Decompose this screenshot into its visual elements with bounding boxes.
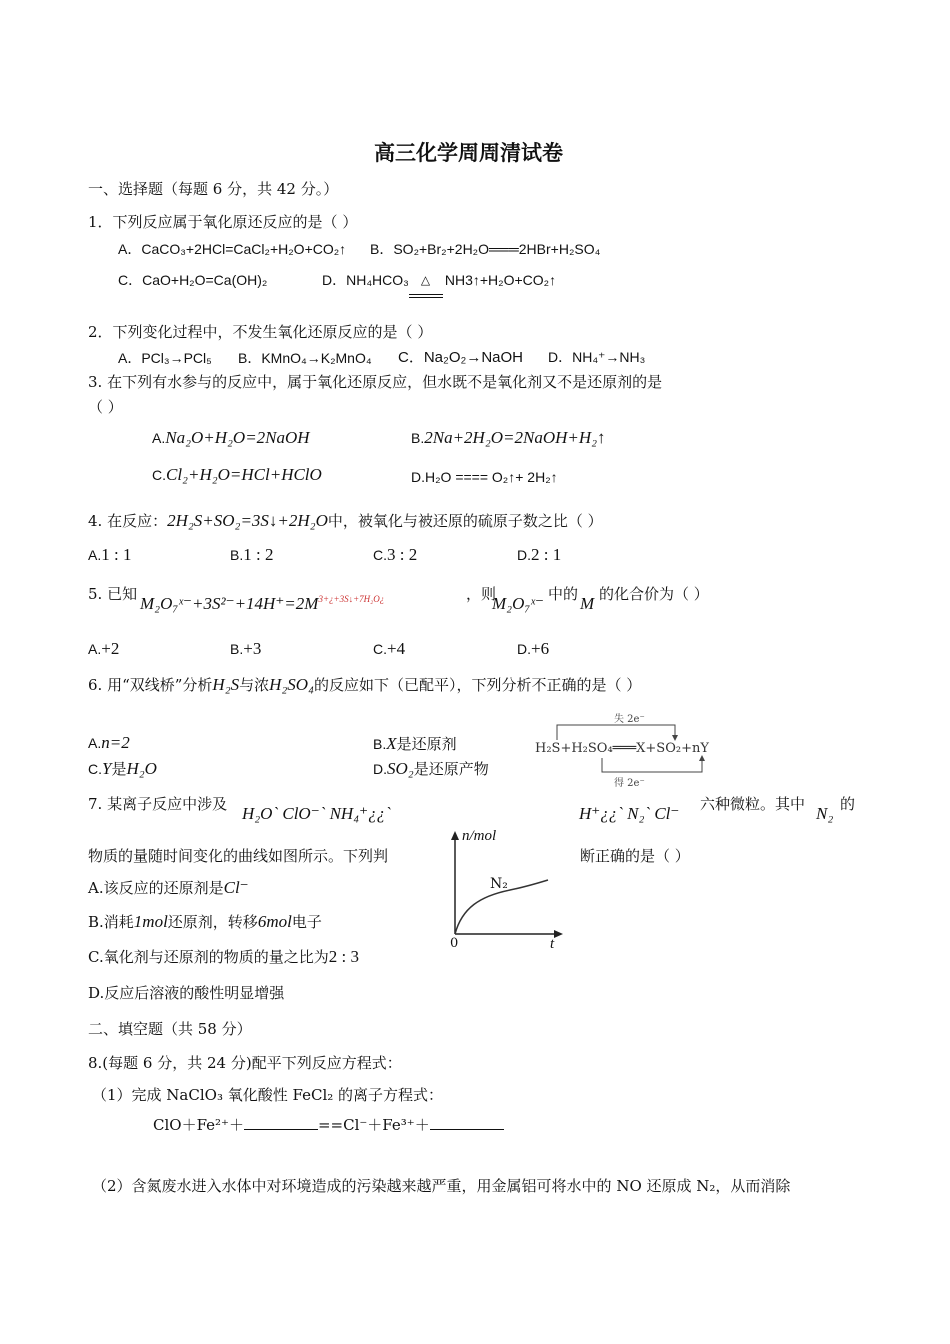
option-text: 是: [111, 760, 127, 778]
question-1-stem: 1．下列反应属于氧化原还反应的是（ ）: [88, 213, 358, 231]
option-ratio: 2 : 3: [328, 947, 359, 966]
question-1-option-b: B．SO₂+Br₂+2H₂O═══2HBr+H₂SO₄: [370, 241, 601, 257]
question-8-part-2: （2）含氮废水进入水体中对环境造成的污染越来越严重，用金属铝可将水中的 NO 还原成 N₂，从而消除: [92, 1177, 791, 1195]
option-text: C.氧化剂与还原剂的物质的量之比为: [88, 948, 329, 966]
question-2-option-c: C．Na₂O₂→NaOH: [398, 349, 523, 366]
option-equation: Na₂O+H₂O=2NaOH: [165, 428, 310, 447]
option-variable: X: [386, 734, 397, 753]
gain-electrons-label: 得 2e⁻: [614, 778, 645, 789]
question-5-equation: [140, 594, 384, 614]
option-text: B.消耗: [88, 913, 134, 931]
option-value: +2: [101, 639, 120, 658]
question-3-option-d: D.H₂O ==== O₂↑+ 2H₂↑: [411, 469, 558, 485]
option-text: 是还原产物: [413, 760, 489, 778]
question-5-option-a: [88, 639, 119, 659]
graph-x-label: t: [550, 936, 555, 952]
question-2-option-a: A．PCl₃→PCl₅: [118, 350, 212, 366]
stem-part: 6. 用“双线桥”分析: [88, 676, 213, 694]
equation-reactants: ClO＋Fe²⁺＋: [153, 1116, 244, 1134]
option-value: 1 : 2: [243, 545, 274, 564]
stem-part: 的反应如下（已配平），下列分析不正确的是（ ）: [314, 676, 642, 694]
question-4-option-b: [230, 545, 273, 565]
question-6-stem: [88, 674, 641, 695]
question-7-line-2a: 物质的量随时间变化的曲线如图所示。下列判: [88, 847, 389, 865]
question-6-option-a: [88, 733, 130, 753]
question-5-prefix: 5. 已知: [88, 585, 138, 603]
stem-prefix: 4. 在反应：: [88, 512, 168, 530]
option-label: A.: [88, 641, 102, 657]
question-7-stem-c: 的: [840, 795, 856, 813]
question-6-option-c: [88, 758, 157, 779]
reaction-equation: 2H₂S+SO₂=3S↓+2H₂O: [167, 511, 328, 530]
question-2-option-d: D．NH₄⁺→NH₃: [548, 349, 646, 365]
option-d-reactant: D．NH₄HCO₃: [322, 272, 409, 288]
question-3-answer-paren: （ ）: [88, 398, 123, 416]
option-label: B.: [411, 430, 425, 446]
question-5-element: M: [580, 594, 595, 613]
option-label: B.: [373, 736, 387, 752]
option-label: D.: [517, 641, 531, 657]
option-formula: H₂O: [126, 759, 157, 778]
question-8-part-1: （1）完成 NaClO₃ 氧化酸性 FeCl₂ 的离子方程式：: [92, 1086, 444, 1104]
option-text: A.该反应的还原剂是: [88, 879, 224, 897]
option-formula: Cl⁻: [223, 878, 249, 897]
question-7-stem-a: 7. 某离子反应中涉及: [88, 795, 228, 813]
option-value: 2 : 1: [531, 545, 562, 564]
option-d-products: NH3↑+H₂O+CO₂↑: [444, 272, 557, 288]
option-quantity: 1mol: [133, 912, 168, 931]
lose-electrons-label: 失 2e⁻: [614, 714, 645, 725]
graph-origin-label: 0: [450, 936, 459, 951]
question-7-stem-b: 六种微粒。其中: [700, 795, 806, 813]
equation-reactants: M₂O₇ˣ⁻+3S²⁻+14H⁺: [140, 594, 285, 613]
question-5-option-b: [230, 639, 261, 659]
blank-2[interactable]: [430, 1117, 504, 1130]
option-equation: Cl₂+H₂O=HCl+HClO: [166, 465, 322, 484]
question-3-option-b: [411, 428, 606, 448]
question-8-stem: 8.(每题 6 分，共 24 分)配平下列反应方程式：: [88, 1054, 402, 1072]
section-heading-fill: 二、填空题（共 58 分）: [88, 1020, 252, 1038]
question-5-then: ，则: [466, 585, 497, 603]
stem-part: 与浓: [239, 676, 270, 694]
question-7-species-2: H⁺¿¿` N₂` Cl⁻: [579, 804, 680, 823]
option-quantity: 6mol: [257, 912, 292, 931]
option-label: D.: [517, 547, 531, 563]
option-label: C.: [88, 761, 102, 777]
question-4-option-d: [517, 545, 561, 565]
question-1-option-c: C．CaO+H₂O=Ca(OH)₂: [118, 272, 268, 288]
option-equation: 2Na+2H₂O=2NaOH+H₂↑: [424, 428, 606, 447]
option-variable: SO₂: [387, 759, 414, 778]
question-1-option-a: A．CaCO₃+2HCl=CaCl₂+H₂O+CO₂↑: [118, 241, 347, 257]
question-5-suffix: 中的: [548, 585, 579, 603]
question-1-option-d: [322, 270, 556, 290]
blank-1[interactable]: [244, 1117, 318, 1130]
option-label: C.: [373, 641, 387, 657]
option-label: C.: [373, 547, 387, 563]
option-value: +4: [387, 639, 406, 658]
question-7-option-c: [88, 946, 359, 967]
formula: H₂S: [212, 675, 240, 694]
equation-product: =2M: [284, 594, 319, 613]
option-label: A.: [88, 735, 102, 751]
option-label: B.: [230, 641, 244, 657]
question-6-option-b: [373, 733, 457, 754]
question-7-n2: N₂: [816, 804, 834, 823]
double-bridge-figure: [532, 710, 732, 790]
question-4-option-c: [373, 545, 417, 565]
question-5-option-d: [517, 639, 549, 659]
question-8-equation: [153, 1114, 504, 1135]
question-6-option-d: [373, 758, 489, 779]
option-value: 1 : 1: [101, 545, 132, 564]
option-text: 电子: [291, 913, 322, 931]
option-value: +3: [243, 639, 262, 658]
option-variable: Y: [102, 759, 112, 778]
question-7-line-2b: 断正确的是（ ）: [580, 847, 690, 865]
question-7-option-b: [88, 911, 322, 932]
option-label: D.: [373, 761, 387, 777]
page-title: 高三化学周周清试卷: [374, 140, 563, 165]
option-label: B.: [230, 547, 244, 563]
option-label: A.: [152, 430, 166, 446]
question-3-stem: 3. 在下列有水参与的反应中，属于氧化还原反应，但水既不是氧化剂又不是还原剂的是: [88, 373, 663, 391]
question-5-option-c: [373, 639, 405, 659]
question-3-option-c: [152, 465, 322, 485]
option-text: 是还原剂: [396, 735, 457, 753]
question-2-stem: 2．下列变化过程中，不发生氧化还原反应的是（ ）: [88, 323, 433, 341]
equation-superscript: 3+¿+3S↓+7H₂O¿: [318, 594, 385, 604]
option-label: A.: [88, 547, 102, 563]
heat-icon: △: [420, 273, 431, 287]
option-label: C.: [152, 467, 166, 483]
option-value: +6: [531, 639, 550, 658]
question-5-suffix-2: 的化合价为（ ）: [599, 585, 709, 603]
option-text: 还原剂，转移: [167, 913, 258, 931]
question-7-species-1: H₂O` ClO⁻` NH₄⁺¿¿`: [242, 804, 391, 823]
question-4-stem: [88, 510, 603, 531]
formula: H₂SO₄: [269, 675, 314, 694]
n2-time-graph: [440, 828, 570, 958]
question-5-ion: M₂O₇ˣ⁻: [492, 594, 545, 613]
section-heading-choice: 一、选择题（每题 6 分，共 42 分。）: [88, 180, 339, 198]
question-3-option-a: [152, 428, 310, 448]
graph-y-label: n/mol: [462, 828, 497, 844]
question-2-option-b: B．KMnO₄→K₂MnO₄: [238, 350, 372, 366]
stem-suffix: 中，被氧化与被还原的硫原子数之比（ ）: [327, 512, 603, 530]
bridge-equation: H₂S+H₂SO₄═══X+SO₂+nY: [535, 741, 709, 756]
option-value: n=2: [101, 733, 130, 752]
graph-series-label: N₂: [490, 876, 508, 892]
question-7-option-a: [88, 877, 249, 898]
equation-products: ==Cl⁻＋Fe³⁺＋: [317, 1116, 430, 1134]
question-7-option-d: D.反应后溶液的酸性明显增强: [88, 984, 285, 1002]
question-4-option-a: [88, 545, 131, 565]
option-value: 3 : 2: [387, 545, 418, 564]
